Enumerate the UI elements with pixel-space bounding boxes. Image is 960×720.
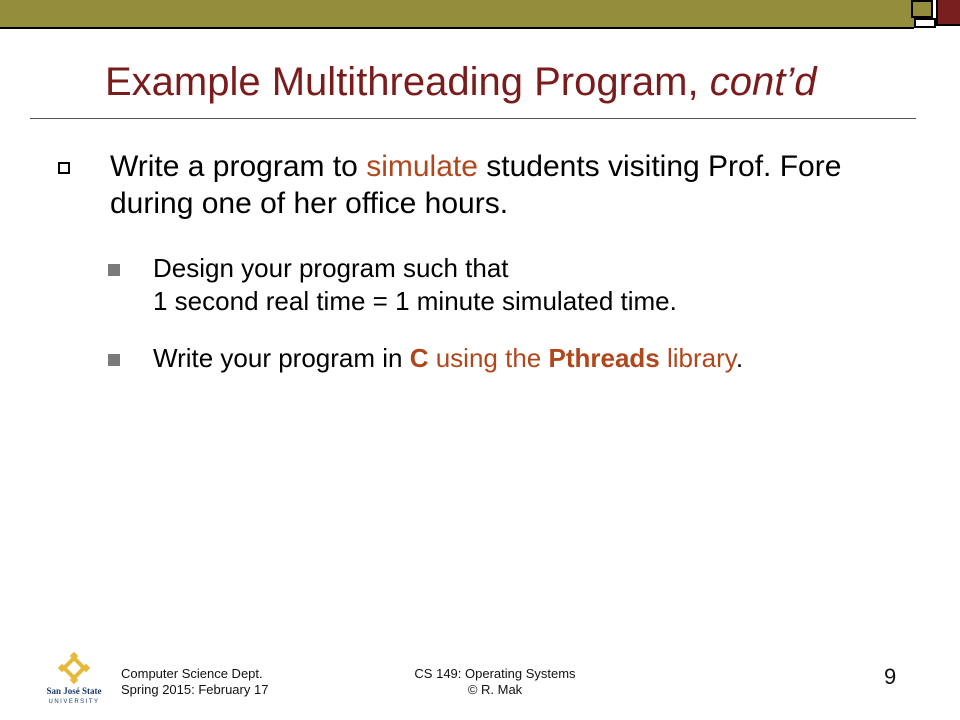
corner-decoration: [911, 0, 933, 18]
footer-course-line2: © R. Mak: [467, 682, 523, 697]
sub-bullet-1-text: [153, 252, 908, 318]
page-number: 9: [884, 664, 897, 689]
title-divider: [30, 118, 916, 119]
bullet-text-post: students visiting Prof. Fore during one of her office hours.: [110, 150, 842, 220]
title-main: Example Multithreading Program,: [105, 60, 710, 104]
footer-course-info: [380, 666, 610, 698]
filled-square-bullet-icon: [108, 264, 120, 276]
sub-bullet-2-pthreads: Pthreads: [548, 343, 660, 373]
sub-bullet-2-c: C: [409, 343, 429, 373]
filled-square-bullet-icon: [108, 354, 120, 366]
sub-bullet-1: [108, 252, 908, 318]
svg-text:UNIVERSITY: UNIVERSITY: [48, 699, 100, 705]
bullet-text-accent: simulate: [366, 150, 478, 183]
sub-bullet-2-text: [153, 342, 908, 375]
sub-bullet-2: [108, 342, 908, 375]
main-bullet: [58, 148, 898, 222]
footer-dept-info: [121, 666, 268, 698]
sub-bullet-2-period: .: [735, 343, 744, 373]
bullet-text-pre: Write a program to: [110, 150, 367, 183]
sub-bullet-1-line2: 1 second real time = 1 minute simulated time.: [153, 286, 677, 316]
footer-dept-line2: Spring 2015: February 17: [121, 682, 269, 697]
svg-text:San José State: San José State: [46, 686, 102, 696]
footer-course-line1: CS 149: Operating Systems: [414, 666, 576, 681]
sub-bullet-1-line1: Design your program such that: [153, 253, 509, 283]
hollow-square-bullet-icon: [58, 162, 70, 174]
corner-decoration-dark: [936, 0, 960, 26]
main-bullet-text: [110, 148, 898, 222]
sub-bullet-2-post: library: [659, 343, 736, 373]
corner-decoration-small: [914, 18, 936, 28]
sub-bullet-2-mid: using the: [428, 343, 549, 373]
slide-title: [105, 52, 905, 112]
sub-bullet-2-pre: Write your program in: [153, 343, 410, 373]
footer-dept-line1: Computer Science Dept.: [121, 666, 263, 681]
sjsu-logo-icon: [42, 652, 106, 706]
top-decorative-bar: [0, 0, 914, 29]
title-italic: cont’d: [709, 60, 817, 104]
